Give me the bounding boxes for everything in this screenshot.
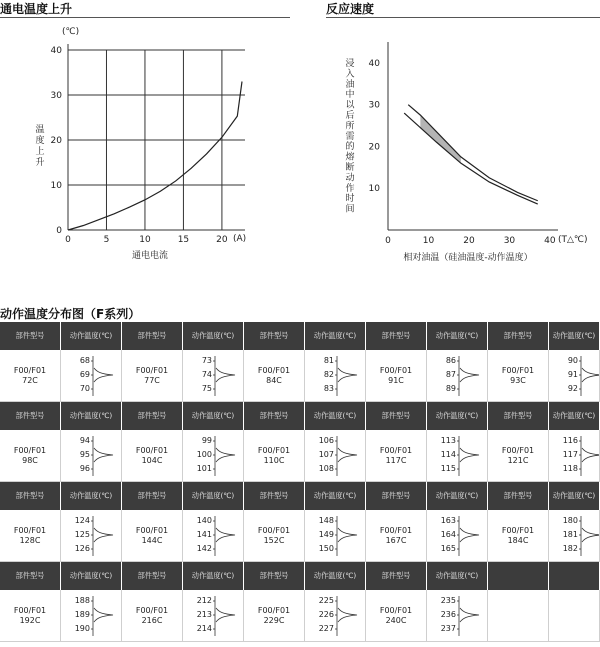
- temp-distribution-cell: [61, 590, 122, 642]
- temp-value: 81: [323, 356, 334, 365]
- temp-value: 182: [562, 544, 578, 553]
- distribution-shape: [427, 350, 487, 402]
- part-code: 152C: [263, 535, 285, 545]
- distribution-shape: [183, 350, 243, 402]
- temp-value: 116: [562, 436, 578, 445]
- part-number-cell: [488, 510, 549, 562]
- temp-value: 75: [201, 384, 212, 393]
- header-temp: 动作温度(℃): [549, 482, 600, 510]
- part-number: F00/F01: [257, 365, 291, 375]
- temp-value: 90: [567, 356, 578, 365]
- header-temp: 动作温度(℃): [61, 322, 122, 350]
- part-code: 91C: [388, 375, 404, 385]
- y-axis-title-char: 熔: [345, 152, 355, 163]
- temp-value: 91: [567, 370, 578, 379]
- part-code: 229C: [263, 615, 285, 625]
- temp-value: 148: [318, 516, 334, 525]
- y-axis-title-char: 中: [345, 90, 355, 101]
- distribution-shape: [183, 590, 243, 642]
- speed-chart-title-rule: [326, 17, 600, 18]
- temp-value: 87: [445, 370, 456, 379]
- temp-value: 100: [196, 450, 212, 459]
- temp-value: 69: [79, 370, 90, 379]
- part-number: F00/F01: [501, 445, 535, 455]
- table-row: [0, 510, 600, 562]
- temp-value: 114: [440, 450, 456, 459]
- y-tick-label: 40: [50, 46, 62, 56]
- part-number: F00/F01: [135, 445, 169, 455]
- part-number-cell: [488, 430, 549, 482]
- part-code: 216C: [141, 615, 163, 625]
- distribution-shape: [183, 430, 243, 482]
- header-empty: [549, 562, 600, 590]
- temp-distribution-cell: [427, 350, 488, 402]
- y-tick-label: 30: [50, 91, 62, 101]
- header-part-no: 部件型号: [122, 482, 183, 510]
- temp-value: 190: [74, 624, 90, 633]
- part-number-cell: [366, 510, 427, 562]
- header-part-no: 部件型号: [366, 562, 427, 590]
- header-temp: 动作温度(℃): [305, 482, 366, 510]
- part-number-cell: [366, 590, 427, 642]
- y-axis-title-char: 断: [345, 163, 355, 173]
- temp-value: 68: [79, 356, 90, 365]
- y-axis-title-char: 上: [35, 147, 45, 157]
- part-number: F00/F01: [135, 365, 169, 375]
- header-part-no: 部件型号: [244, 322, 305, 350]
- y-axis-title: [345, 58, 355, 215]
- temp-distribution-cell: [427, 510, 488, 562]
- distribution-shape: [61, 430, 121, 482]
- rise-curve: [68, 82, 242, 231]
- header-part-no: 部件型号: [122, 322, 183, 350]
- part-number: F00/F01: [379, 605, 413, 615]
- part-code: 72C: [22, 375, 38, 385]
- distribution-shape: [61, 350, 121, 402]
- part-number-cell: [488, 350, 549, 402]
- header-part-no: 部件型号: [366, 402, 427, 430]
- temp-value: 74: [201, 370, 212, 379]
- temp-value: 189: [74, 610, 90, 619]
- y-axis-title-char: 作: [345, 183, 355, 194]
- header-temp: 动作温度(℃): [183, 562, 244, 590]
- y-tick-label: 30: [368, 100, 380, 111]
- temp-value: 115: [440, 464, 456, 473]
- temp-value: 142: [196, 544, 212, 553]
- temp-value: 124: [74, 516, 90, 525]
- y-tick-label: 0: [56, 226, 62, 236]
- part-code: 117C: [385, 455, 407, 465]
- part-code: 77C: [144, 375, 160, 385]
- part-number: F00/F01: [13, 605, 47, 615]
- temp-value: 149: [318, 530, 334, 539]
- header-temp: 动作温度(℃): [305, 562, 366, 590]
- header-temp: 动作温度(℃): [549, 402, 600, 430]
- y-axis-title-char: 间: [345, 204, 355, 215]
- temp-distribution-cell: [427, 430, 488, 482]
- header-temp: 动作温度(℃): [305, 322, 366, 350]
- temp-value: 108: [318, 464, 334, 473]
- part-number-cell: [244, 510, 305, 562]
- y-axis-title-char: 的: [345, 142, 355, 153]
- y-axis-title-char: 入: [345, 69, 355, 80]
- y-tick-label: 20: [50, 136, 62, 146]
- part-code: 84C: [266, 375, 282, 385]
- y-axis-title-char: 时: [345, 194, 355, 205]
- distribution-shape: [61, 510, 121, 562]
- temp-distribution-cell: [183, 590, 244, 642]
- temp-value: 150: [318, 544, 334, 553]
- y-axis-title-char: 以: [345, 100, 355, 111]
- header-part-no: 部件型号: [488, 482, 549, 510]
- part-number-cell: [122, 350, 183, 402]
- header-part-no: 部件型号: [122, 402, 183, 430]
- distribution-shape: [183, 510, 243, 562]
- distribution-shape: [427, 510, 487, 562]
- x-tick-label: 15: [177, 235, 190, 245]
- part-code: 192C: [19, 615, 41, 625]
- speed-chart-title: 反应速度: [326, 2, 375, 16]
- temp-value: 213: [196, 610, 212, 619]
- temp-value: 70: [79, 384, 90, 393]
- temp-value: 117: [562, 450, 578, 459]
- part-number: F00/F01: [257, 525, 291, 535]
- temp-distribution-cell: [549, 510, 600, 562]
- x-tick-label: 0: [65, 235, 71, 245]
- header-part-no: 部件型号: [122, 562, 183, 590]
- temp-value: 83: [323, 384, 334, 393]
- series-lines: [68, 82, 242, 231]
- part-number: F00/F01: [379, 525, 413, 535]
- temp-value: 226: [318, 610, 334, 619]
- temp-distribution-cell: [427, 590, 488, 642]
- response-speed-chart: [300, 20, 600, 270]
- y-axis-title-char: 度: [35, 136, 45, 146]
- temp-distribution-cell: [549, 430, 600, 482]
- table-header-row: [0, 402, 600, 430]
- header-temp: 动作温度(℃): [61, 402, 122, 430]
- part-number-cell: [0, 430, 61, 482]
- header-part-no: 部件型号: [0, 482, 61, 510]
- temp-distribution-cell: [305, 350, 366, 402]
- x-tick-label: 5: [103, 235, 110, 245]
- part-number: F00/F01: [379, 445, 413, 455]
- grid-lines: [68, 44, 245, 230]
- x-tick-label: 20: [463, 236, 475, 246]
- part-code: 240C: [385, 615, 407, 625]
- temp-value: 237: [440, 624, 456, 633]
- header-empty: [488, 562, 549, 590]
- temp-distribution-cell: [549, 350, 600, 402]
- part-number-cell: [366, 350, 427, 402]
- part-number: F00/F01: [135, 605, 169, 615]
- temp-value: 225: [318, 596, 334, 605]
- upper-curve: [408, 105, 538, 201]
- temp-distribution-cell: [305, 590, 366, 642]
- part-number: F00/F01: [257, 445, 291, 455]
- distribution-shape: [305, 350, 365, 402]
- part-number: F00/F01: [135, 525, 169, 535]
- header-part-no: 部件型号: [244, 482, 305, 510]
- temp-value: 89: [445, 384, 456, 393]
- part-number: F00/F01: [379, 365, 413, 375]
- header-part-no: 部件型号: [0, 562, 61, 590]
- part-code: 110C: [263, 455, 285, 465]
- temp-value: 163: [440, 516, 456, 525]
- header-part-no: 部件型号: [244, 562, 305, 590]
- y-axis-title-char: 浸: [345, 59, 355, 69]
- x-tick-label: 40: [544, 236, 556, 246]
- part-code: 144C: [141, 535, 163, 545]
- temp-distribution-cell: [61, 430, 122, 482]
- y-axis-title-char: 需: [345, 131, 355, 142]
- temp-value: 141: [196, 530, 212, 539]
- distribution-shape: [305, 590, 365, 642]
- temp-value: 165: [440, 544, 456, 553]
- x-tick-label: 20: [216, 235, 228, 245]
- distribution-shape: [305, 510, 365, 562]
- header-temp: 动作温度(℃): [549, 322, 600, 350]
- table-row: [0, 350, 600, 402]
- distribution-shape: [427, 430, 487, 482]
- temp-value: 95: [79, 450, 90, 459]
- part-number-cell: [122, 510, 183, 562]
- rise-chart-title: 通电温度上升: [0, 2, 73, 16]
- temp-value: 113: [440, 436, 456, 445]
- temp-distribution-cell: [305, 430, 366, 482]
- y-axis-title-char: 升: [35, 158, 45, 168]
- x-tick-label: 0: [385, 236, 391, 246]
- table-header-row: [0, 482, 600, 510]
- part-number: F00/F01: [257, 605, 291, 615]
- temp-value: 180: [562, 516, 578, 525]
- temp-value: 82: [323, 370, 334, 379]
- temp-value: 227: [318, 624, 334, 633]
- part-number-cell: [122, 430, 183, 482]
- y-axis-title-char: 所: [345, 121, 355, 132]
- spread-band: [420, 115, 460, 163]
- part-number-cell: [0, 510, 61, 562]
- temp-value: 236: [440, 610, 456, 619]
- header-part-no: 部件型号: [488, 402, 549, 430]
- header-part-no: 部件型号: [244, 402, 305, 430]
- header-temp: 动作温度(℃): [183, 402, 244, 430]
- part-code: 93C: [510, 375, 526, 385]
- header-temp: 动作温度(℃): [305, 402, 366, 430]
- header-temp: 动作温度(℃): [427, 402, 488, 430]
- part-number-cell: [244, 430, 305, 482]
- empty-cell: [549, 590, 600, 642]
- part-number-cell: [244, 590, 305, 642]
- part-number-cell: [122, 590, 183, 642]
- tick-labels: [369, 59, 556, 246]
- part-number: F00/F01: [501, 365, 535, 375]
- header-temp: 动作温度(℃): [427, 482, 488, 510]
- table-row: [0, 430, 600, 482]
- part-number: F00/F01: [13, 445, 47, 455]
- y-tick-label: 40: [368, 58, 380, 69]
- y-unit-label: (℃): [62, 27, 80, 37]
- part-number: F00/F01: [13, 365, 47, 375]
- temp-value: 126: [74, 544, 90, 553]
- tick-labels: [51, 46, 228, 245]
- x-tick-label: 10: [422, 236, 435, 246]
- x-tick-label: 10: [139, 235, 151, 245]
- part-number-cell: [366, 430, 427, 482]
- temp-value: 235: [440, 596, 456, 605]
- part-number-cell: [0, 350, 61, 402]
- temp-value: 140: [196, 516, 212, 525]
- distribution-shape: [427, 590, 487, 642]
- temp-value: 214: [196, 624, 212, 633]
- y-axis-title-char: 动: [345, 173, 355, 184]
- temp-value: 94: [79, 436, 90, 445]
- part-code: 104C: [141, 455, 163, 465]
- temperature-rise-chart: [0, 20, 300, 270]
- rise-chart-title-rule: [0, 17, 290, 18]
- part-number-cell: [0, 590, 61, 642]
- series-lines: [404, 105, 538, 204]
- x-unit-label: (A): [233, 234, 247, 244]
- header-temp: 动作温度(℃): [183, 482, 244, 510]
- y-axis-title-char: 后: [345, 111, 355, 121]
- header-part-no: 部件型号: [0, 322, 61, 350]
- header-part-no: 部件型号: [488, 322, 549, 350]
- temp-value: 99: [201, 436, 212, 445]
- temp-distribution-cell: [61, 510, 122, 562]
- temp-value: 125: [74, 530, 90, 539]
- temp-value: 86: [445, 356, 456, 365]
- temp-value: 101: [196, 464, 212, 473]
- part-code: 98C: [22, 455, 38, 465]
- temp-distribution-cell: [61, 350, 122, 402]
- temperature-distribution-table: [0, 322, 600, 642]
- temp-value: 212: [196, 596, 212, 605]
- table-header-row: [0, 322, 600, 350]
- distribution-shape: [305, 430, 365, 482]
- y-tick-label: 10: [368, 184, 380, 195]
- distribution-shape: [549, 350, 600, 402]
- header-part-no: 部件型号: [0, 402, 61, 430]
- part-code: 167C: [385, 535, 407, 545]
- distribution-shape: [549, 430, 600, 482]
- temp-distribution-cell: [183, 350, 244, 402]
- header-temp: 动作温度(℃): [427, 322, 488, 350]
- table-row: [0, 590, 600, 642]
- temp-value: 96: [79, 464, 90, 473]
- part-code: 184C: [507, 535, 529, 545]
- temp-value: 188: [74, 596, 90, 605]
- part-code: 128C: [19, 535, 41, 545]
- part-number-cell: [244, 350, 305, 402]
- temp-distribution-cell: [305, 510, 366, 562]
- header-temp: 动作温度(℃): [61, 482, 122, 510]
- temp-value: 118: [562, 464, 578, 473]
- temp-value: 107: [318, 450, 334, 459]
- distribution-title: 动作温度分布图（F系列）: [0, 307, 141, 321]
- x-axis-title: 通电电流: [131, 251, 169, 261]
- temp-value: 164: [440, 530, 456, 539]
- y-tick-label: 10: [50, 181, 62, 191]
- temp-distribution-cell: [183, 510, 244, 562]
- y-axis-title: [35, 124, 44, 168]
- header-temp: 动作温度(℃): [183, 322, 244, 350]
- header-part-no: 部件型号: [366, 322, 427, 350]
- temp-value: 181: [562, 530, 578, 539]
- temp-value: 106: [318, 436, 334, 445]
- part-number: F00/F01: [501, 525, 535, 535]
- temp-distribution-cell: [183, 430, 244, 482]
- temp-value: 73: [201, 356, 212, 365]
- part-code: 121C: [507, 455, 529, 465]
- y-tick-label: 20: [368, 142, 380, 153]
- header-temp: 动作温度(℃): [61, 562, 122, 590]
- x-unit-label: (T△℃): [558, 235, 588, 245]
- temp-value: 92: [567, 384, 578, 393]
- y-axis-title-char: 油: [345, 79, 355, 90]
- distribution-shape: [61, 590, 121, 642]
- empty-cell: [488, 590, 549, 642]
- y-axis-title-char: 温: [35, 125, 45, 135]
- header-part-no: 部件型号: [366, 482, 427, 510]
- header-temp: 动作温度(℃): [427, 562, 488, 590]
- part-number: F00/F01: [13, 525, 47, 535]
- x-axis-title: 相对油温（硅油温度-动作温度）: [403, 253, 533, 263]
- table-header-row: [0, 562, 600, 590]
- distribution-shape: [549, 510, 600, 562]
- x-tick-label: 30: [503, 236, 516, 246]
